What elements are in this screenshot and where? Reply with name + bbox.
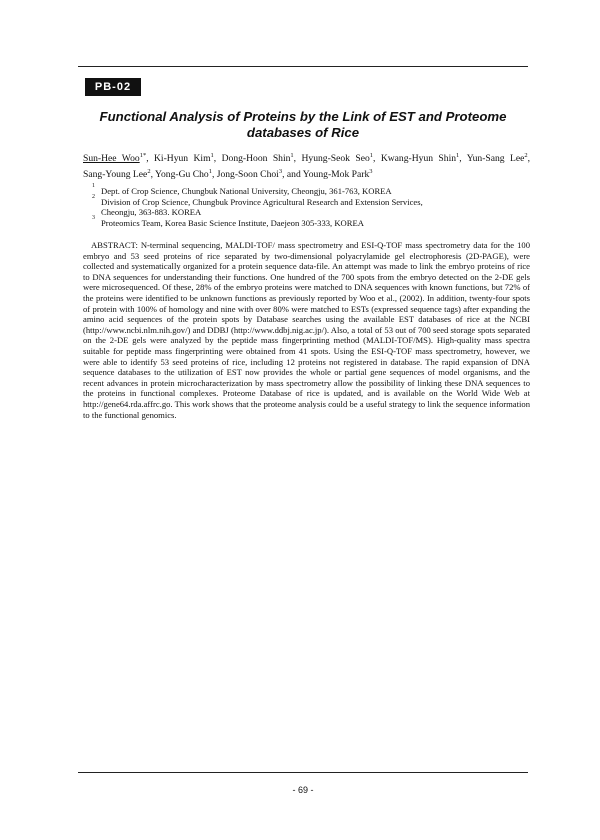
author: Dong-Hoon Shin$^1$ (221, 151, 294, 164)
author: Sang-Young Lee$^2$ (83, 167, 151, 180)
header-rule (78, 66, 528, 67)
poster-id-badge: PB-02 (85, 78, 141, 96)
affiliation: 1 Dept. of Crop Science, Chungbuk National University, Cheongju, 361-763, KOREA (92, 183, 392, 196)
affiliation-list (92, 183, 530, 228)
affiliation: 3 Proteomics Team, Korea Basic Science Institute, Daejeon 305-333, KOREA (92, 214, 364, 228)
author: Jong-Soon Choi$^3$ (216, 167, 283, 180)
author: Yun-Sang Lee$^2$ (466, 151, 528, 164)
author: Ki-Hyun Kim$^1$ (153, 151, 214, 164)
author: Kwang-Hyun Shin$^1$ (380, 151, 460, 164)
author: Yong-Gu Cho$^1$ (155, 167, 212, 180)
abstract-text: ABSTRACT: N-terminal sequencing, MALDI-TOF/ mass spectrometry and ESI-Q-TOF mass spectrometry data for the 100 embryo and 53 seed proteins of rice separated by two-dimensional polyacrylamide gel electrophoresis (2D-PAGE), were collected and systematically organized for a protein sequence data-file. An attempt was made to link the embryo proteins of rice to DNA sequences for understanding their functions. One hundred of the 700 spots from the embryo detected on the 2-DE gels were microsequenced. Of these, 28% of the embryo proteins were matched to DNA sequences with known functions, but 72% of the proteins were identified to be unknown functions as previously reported by Woo et al., (2002). In addition, twenty-four spots of protein with 100% of homology and nine with over 80% were matched to ESTs (expressed sequence tags) after expanding the amino acid sequences of the protein spots by Database searches using the available EST databases of rice at the NCBI (http://www.ncbi.nlm.nih.gov/) and DDBJ (http://www.ddbj.nig.ac.jp/). Also, a total of 53 out of 700 seed storage spots separated on the 2-DE gels were analyzed by the peptide mass fingerprinting method (MALDI-TOF/MS). High-quality mass spectra suitable for peptide mass fingerprinting were obtained from 41 spots. Using the ESI-Q-TOF mass spectrometry, however, we were able to identify 53 seed proteins of rice, including 12 proteins not registered in database. The rapid expansion of DNA sequence databases to the utilization of EST now provides the whole or partial gene sequences of model organisms, and the recent advances in protein microcharacterization by mass spectrometry allow the possibility of linking these DNA sequences to the proteins in functional complexes. Proteome Database of rice is updated, and is available on the World Wide Web at http://gene64.rda.affrc.go. This work shows that the proteome analysis could be a useful strategy to link the sequence information to the functional genomics. (83, 240, 530, 420)
author-and-word: and (286, 169, 301, 180)
paper-title: Functional Analysis of Proteins by the Link of EST and Proteome databases of Rice (99, 109, 507, 140)
author: Sun-Hee Woo$^{1*}$ (83, 151, 147, 164)
footer-rule (78, 772, 528, 773)
page-number: - 69 - (292, 785, 314, 795)
author: Hyung-Seok Seo$^1$ (301, 151, 374, 164)
affiliation: 2 Division of Crop Science, Chungbuk Province Agricultural Research and Extension Services, Cheongju, 363-883. KOREA (92, 193, 423, 218)
abstract (83, 240, 530, 420)
author-list: Sun-Hee Woo$^{1*}$, Ki-Hyun Kim$^1$, Dong-Hoon Shin$^1$, Hyung-Seok Seo$^1$, Kwang-Hyun Shin$^1$, Yun-Sang Lee$^2$, Sang-Young Lee$^2$, Yong-Gu Cho$^1$, Jong-Soon Choi$^3$, and Young-Mok Park$^3$ (83, 151, 531, 180)
author: and Young-Mok Park$^3$ (286, 167, 373, 180)
